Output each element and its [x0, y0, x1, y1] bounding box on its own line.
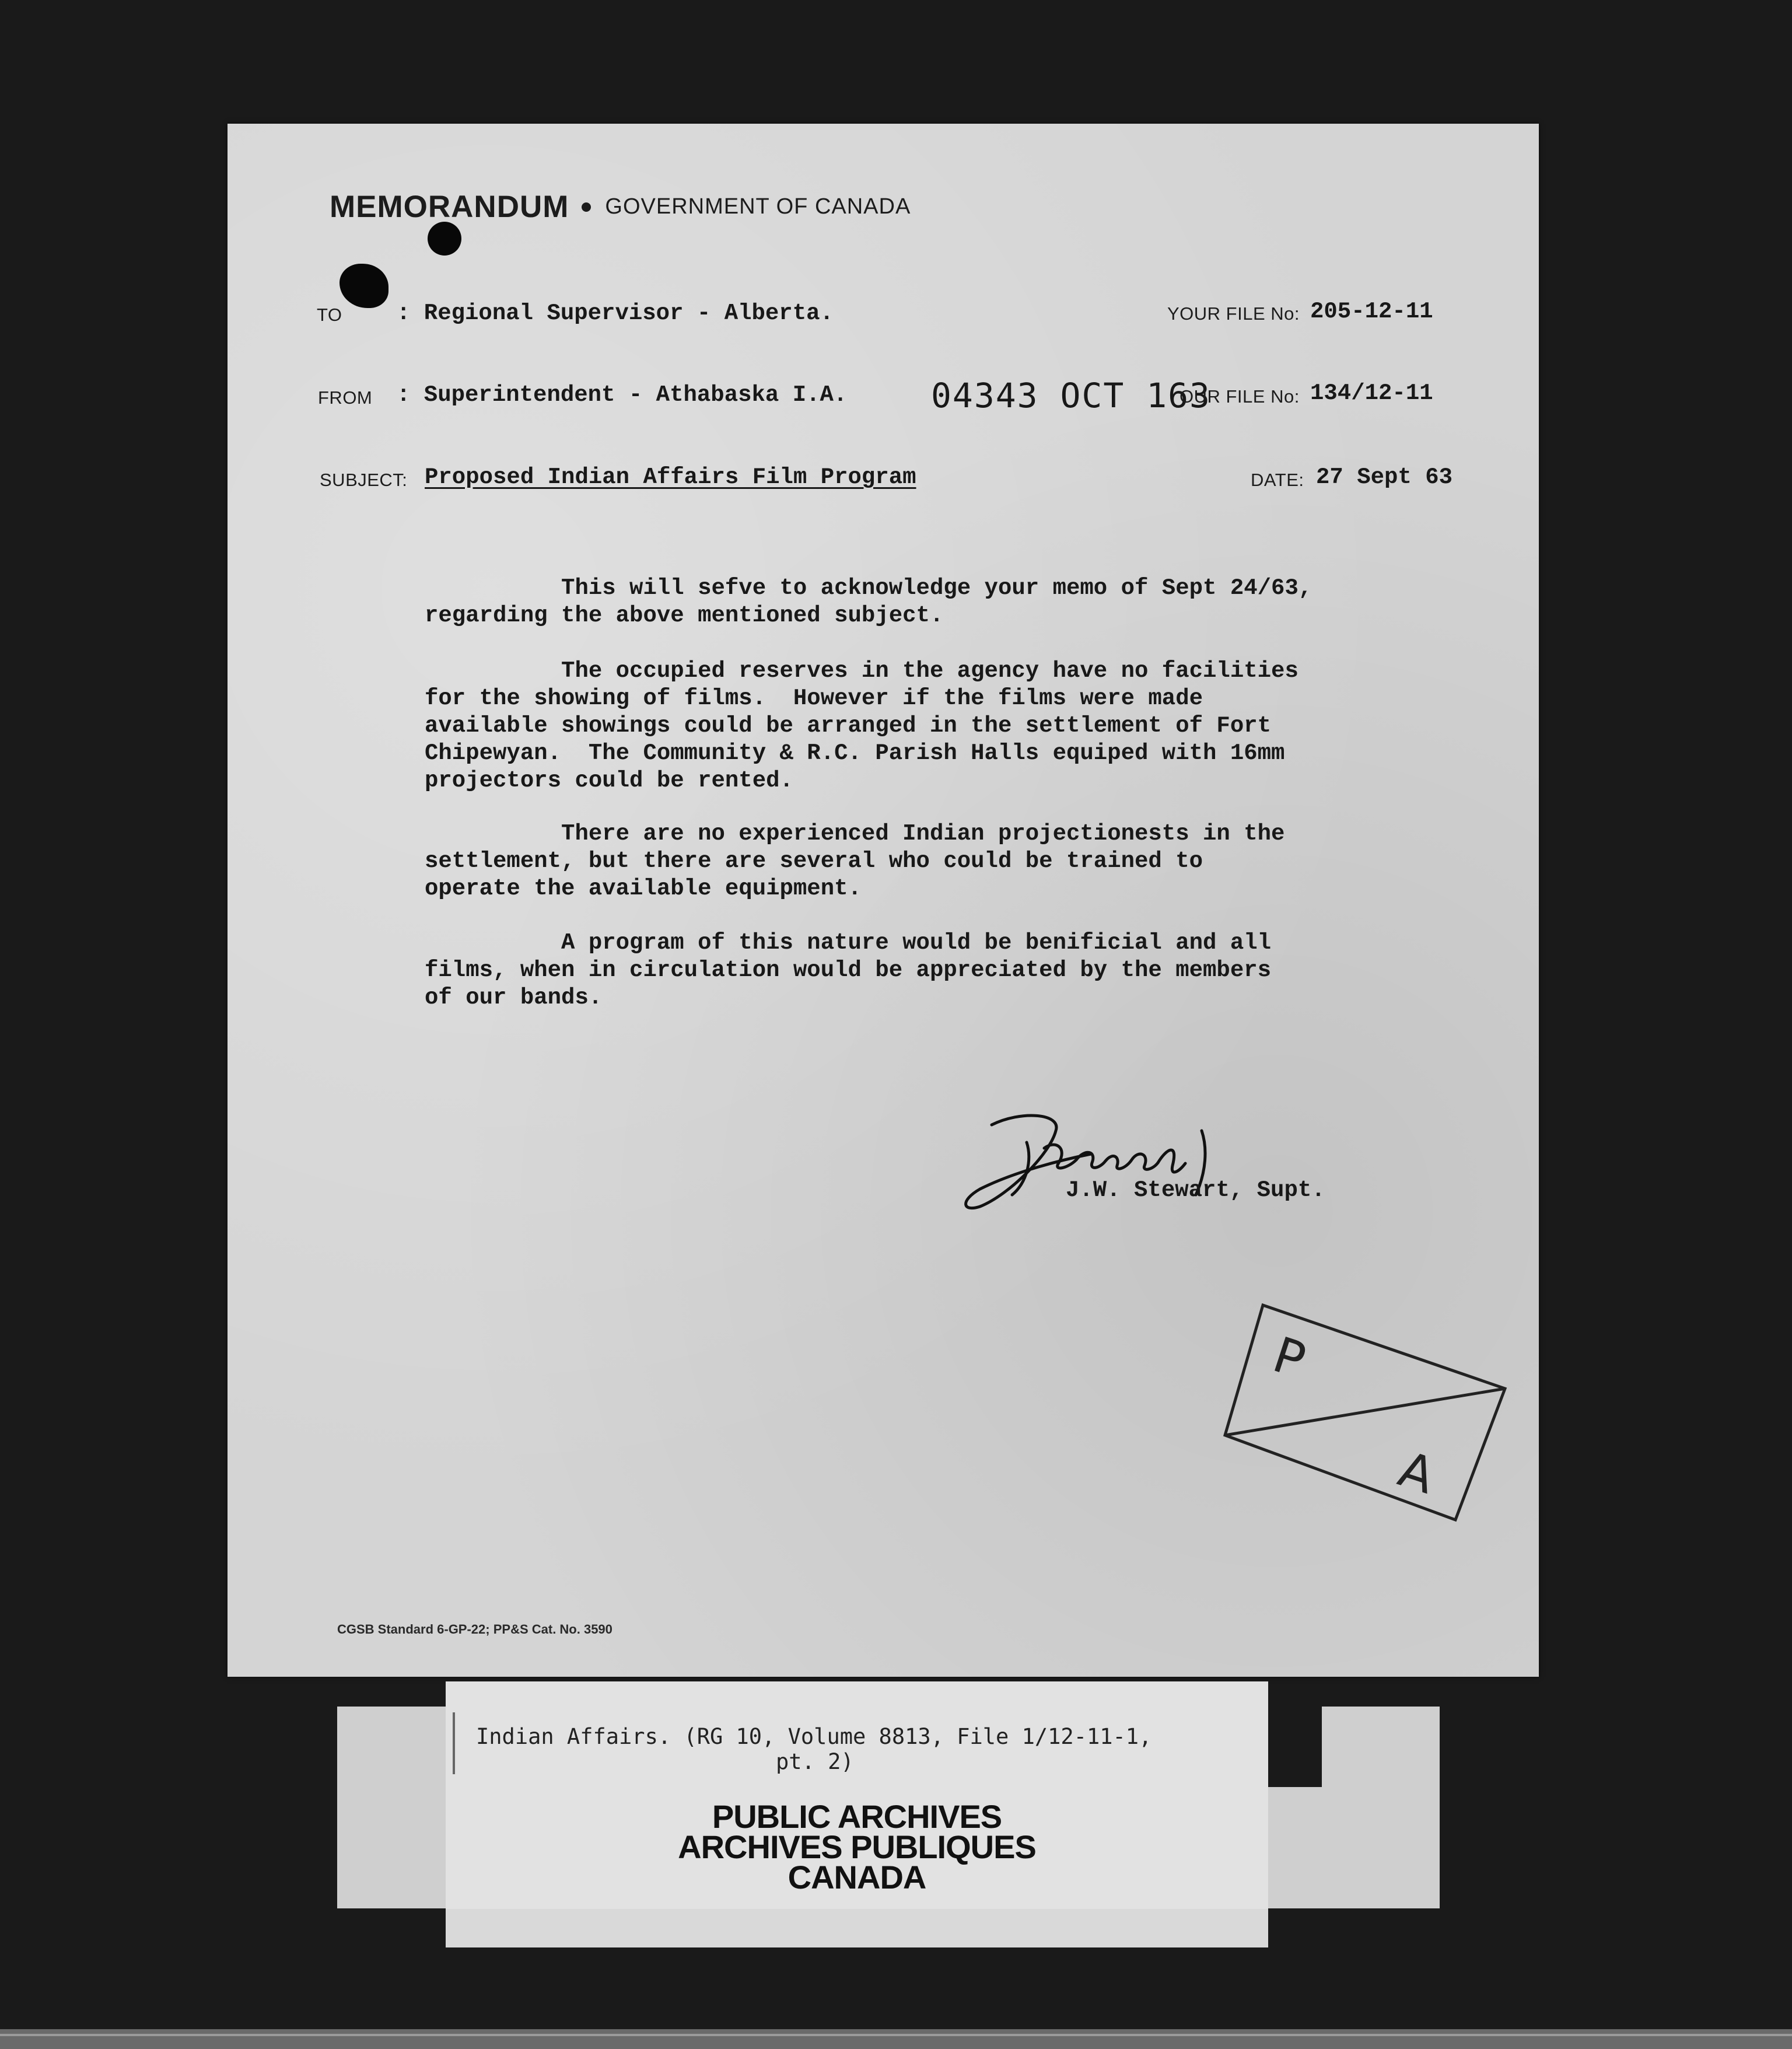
form-number: CGSB Standard 6-GP-22; PP&S Cat. No. 3590 — [337, 1622, 612, 1637]
date-value: 27 Sept 63 — [1316, 464, 1453, 490]
memo-paragraph-3: There are no experienced Indian projectionests in the settlement, but there are several who could be trained to operate the available equipment. — [425, 821, 1285, 901]
signature-block: J.W. Stewart, Supt. — [1066, 1177, 1325, 1203]
received-stamp: 04343 OCT 163 — [931, 376, 1211, 415]
to-value: : Regional Supervisor - Alberta. — [397, 300, 834, 326]
memo-paragraph-4: A program of this nature would be benificial and all films, when in circulation would be appreciated by the members of our bands. — [425, 930, 1272, 1010]
subject-value: Proposed Indian Affairs Film Program — [425, 464, 916, 490]
from-label: FROM — [318, 387, 373, 408]
our-file-value: 134/12-11 — [1310, 380, 1433, 406]
memo-paragraph-1: This will sefve to acknowledge your memo of Sept 24/63, regarding the above mentioned subject. — [425, 575, 1312, 628]
archive-label-notch — [1265, 1707, 1322, 1787]
memo-heading-sub: GOVERNMENT OF CANADA — [605, 194, 911, 219]
to-label: TO — [317, 305, 342, 325]
date-label: DATE: — [1251, 470, 1304, 490]
archive-name-line-3: CANADA — [788, 1859, 926, 1896]
from-value: : Superintendent - Athabaska I.A. — [397, 382, 848, 408]
stamp-letter-a: A — [1392, 1440, 1442, 1505]
archive-name-line-1: PUBLIC ARCHIVES — [712, 1798, 1002, 1835]
film-frame-border — [0, 2029, 1792, 2049]
archive-label-rule — [453, 1712, 455, 1774]
memo-masthead — [330, 189, 1205, 236]
your-file-label: YOUR FILE No: — [1167, 303, 1300, 324]
your-file-value: 205-12-11 — [1310, 299, 1433, 324]
archive-name-line-2: ARCHIVES PUBLIQUES — [678, 1828, 1036, 1865]
memo-heading: MEMORANDUM — [330, 190, 569, 224]
stamp-letter-p: P — [1266, 1326, 1312, 1390]
archive-label-strip — [446, 1907, 1268, 1947]
archive-reference-line-1: Indian Affairs. (RG 10, Volume 8813, File 1/12-11-1, — [476, 1724, 1152, 1749]
pa-stamp — [1219, 1298, 1511, 1531]
bullet-dot — [582, 202, 591, 212]
subject-label: SUBJECT: — [320, 470, 408, 490]
film-frame-line — [0, 2034, 1792, 2036]
archive-reference-line-2: pt. 2) — [776, 1749, 854, 1774]
our-file-label: OUR FILE No: — [1180, 386, 1300, 407]
memo-paragraph-2: The occupied reserves in the agency have no facilities for the showing of films. However if the films were made available showings could be arranged in the settlement of Fort Chipewyan. The Community & R.C. Parish Halls equiped with 16mm projectors could be rented. — [425, 658, 1298, 793]
